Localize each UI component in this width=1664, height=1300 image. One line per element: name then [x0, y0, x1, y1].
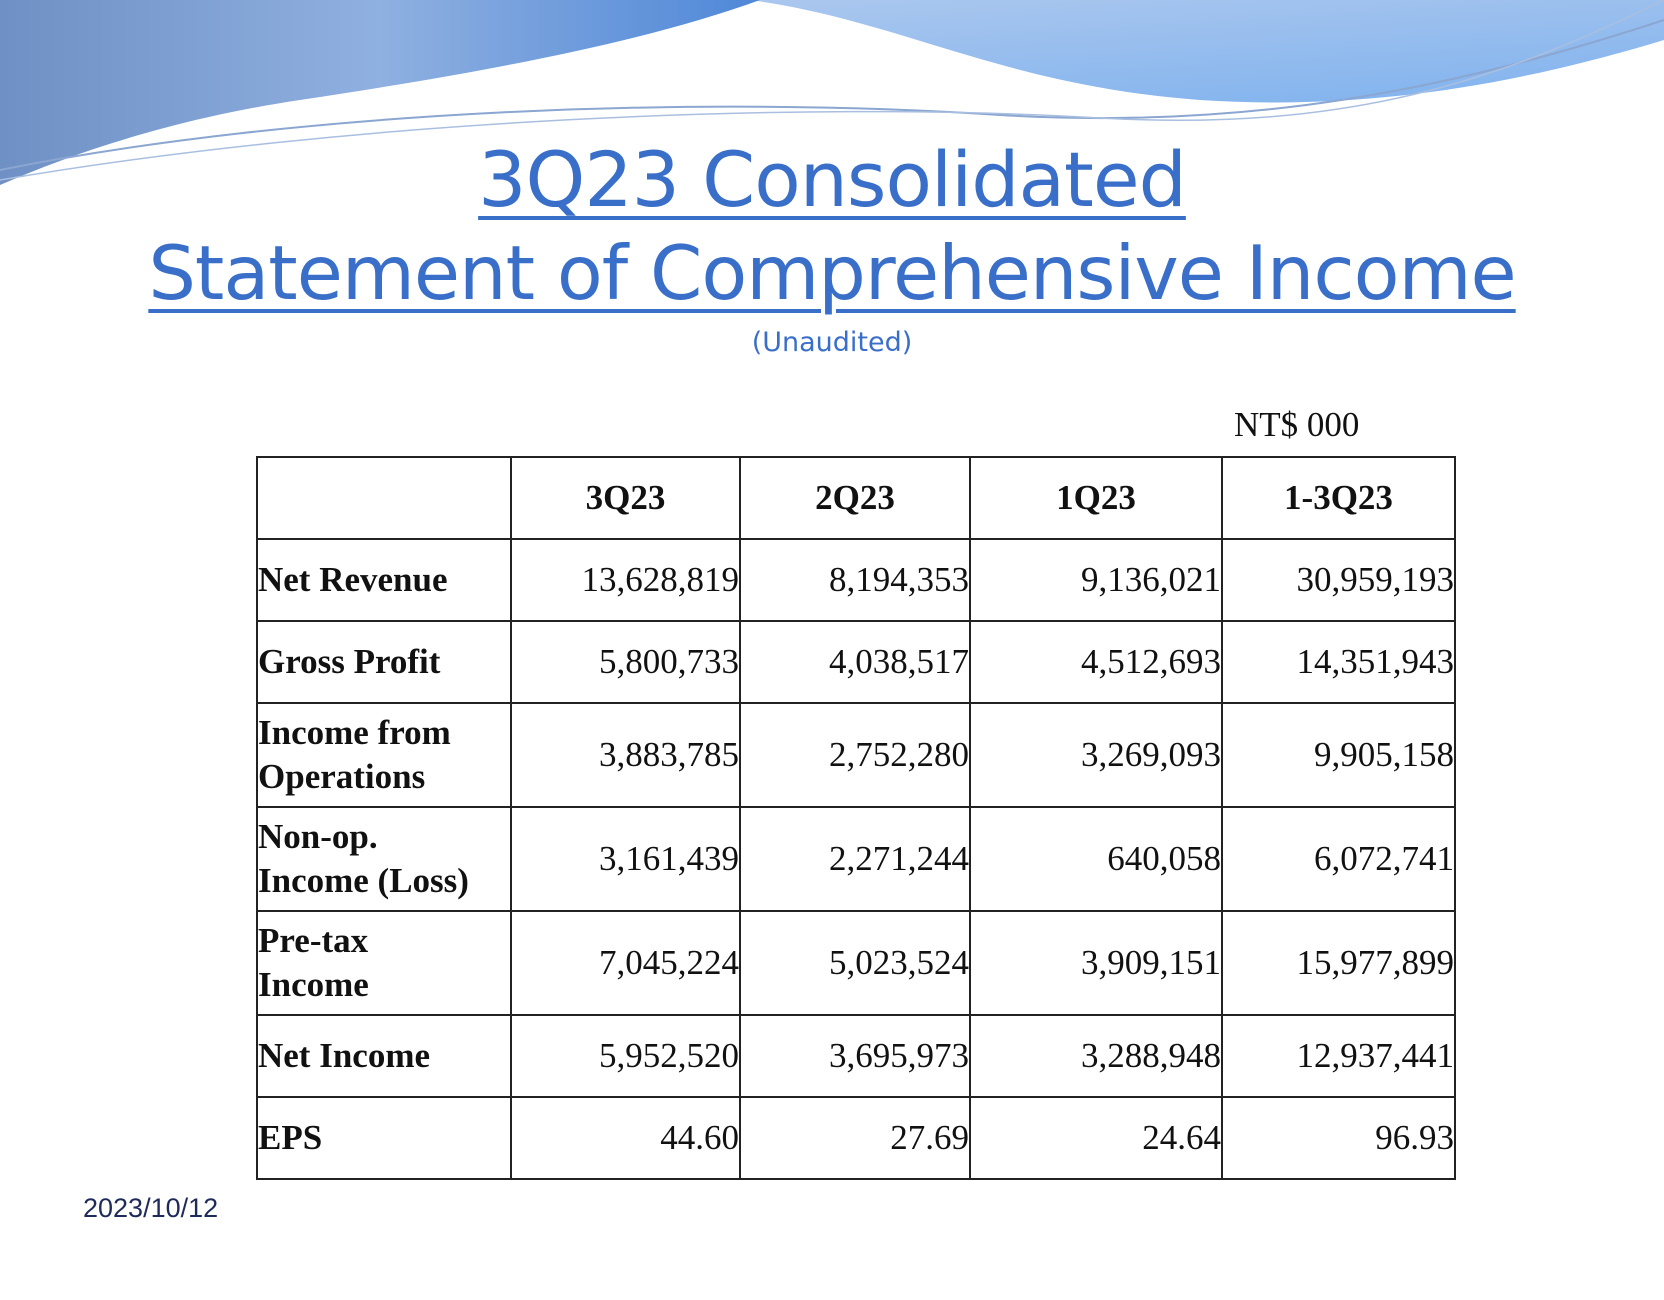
- value-cell: 27.69: [740, 1097, 970, 1179]
- row-label: Gross Profit: [257, 621, 511, 703]
- table-row: [257, 539, 1455, 621]
- currency-unit: NT$ 000: [1234, 405, 1360, 444]
- value-cell: 640,058: [970, 807, 1222, 911]
- value-cell: 12,937,441: [1222, 1015, 1455, 1097]
- subtitle: (Unaudited): [751, 327, 913, 358]
- row-label-line: Pre-tax: [258, 921, 369, 960]
- value-cell: 7,045,224: [511, 911, 740, 1015]
- row-label-line: Non-op.: [258, 817, 378, 856]
- value-cell: 14,351,943: [1222, 621, 1455, 703]
- header-cell: 3Q23: [511, 457, 740, 539]
- value-cell: 24.64: [970, 1097, 1222, 1179]
- row-label: EPS: [257, 1097, 511, 1179]
- value-cell: 3,909,151: [970, 911, 1222, 1015]
- value-cell: 9,136,021: [970, 539, 1222, 621]
- header-cell: 1-3Q23: [1222, 457, 1455, 539]
- value-cell: 96.93: [1222, 1097, 1455, 1179]
- row-label: Net Income: [257, 1015, 511, 1097]
- value-cell: 44.60: [511, 1097, 740, 1179]
- value-cell: 30,959,193: [1222, 539, 1455, 621]
- row-label: [257, 911, 511, 1015]
- value-cell: 3,269,093: [970, 703, 1222, 807]
- value-cell: 2,271,244: [740, 807, 970, 911]
- value-cell: 3,883,785: [511, 703, 740, 807]
- header-cell: 2Q23: [740, 457, 970, 539]
- table-row: [257, 911, 1455, 1015]
- row-label: [257, 807, 511, 911]
- value-cell: 5,800,733: [511, 621, 740, 703]
- value-cell: 3,288,948: [970, 1015, 1222, 1097]
- table-row: [257, 1015, 1455, 1097]
- value-cell: 4,038,517: [740, 621, 970, 703]
- row-label: Net Revenue: [257, 539, 511, 621]
- value-cell: 5,023,524: [740, 911, 970, 1015]
- value-cell: 3,161,439: [511, 807, 740, 911]
- value-cell: 2,752,280: [740, 703, 970, 807]
- table-row: [257, 1097, 1455, 1179]
- title-line-2: Statement of Comprehensive Income: [148, 229, 1516, 317]
- header-cell: [257, 457, 511, 539]
- table-header-row: [257, 457, 1455, 539]
- title-line-1: 3Q23 Consolidated: [478, 135, 1186, 224]
- table-row: [257, 807, 1455, 911]
- value-cell: 3,695,973: [740, 1015, 970, 1097]
- row-label-line: Income: [258, 965, 369, 1004]
- value-cell: 8,194,353: [740, 539, 970, 621]
- value-cell: 6,072,741: [1222, 807, 1455, 911]
- row-label-line: Income from: [258, 713, 451, 752]
- slide-date: 2023/10/12: [83, 1193, 219, 1223]
- row-label-line: Income (Loss): [258, 861, 469, 900]
- value-cell: 9,905,158: [1222, 703, 1455, 807]
- value-cell: 4,512,693: [970, 621, 1222, 703]
- header-cell: 1Q23: [970, 457, 1222, 539]
- value-cell: 15,977,899: [1222, 911, 1455, 1015]
- value-cell: 13,628,819: [511, 539, 740, 621]
- value-cell: 5,952,520: [511, 1015, 740, 1097]
- row-label-line: Operations: [258, 757, 426, 796]
- table-row: [257, 621, 1455, 703]
- row-label: [257, 703, 511, 807]
- income-statement-table: [256, 456, 1456, 1180]
- table-row: [257, 703, 1455, 807]
